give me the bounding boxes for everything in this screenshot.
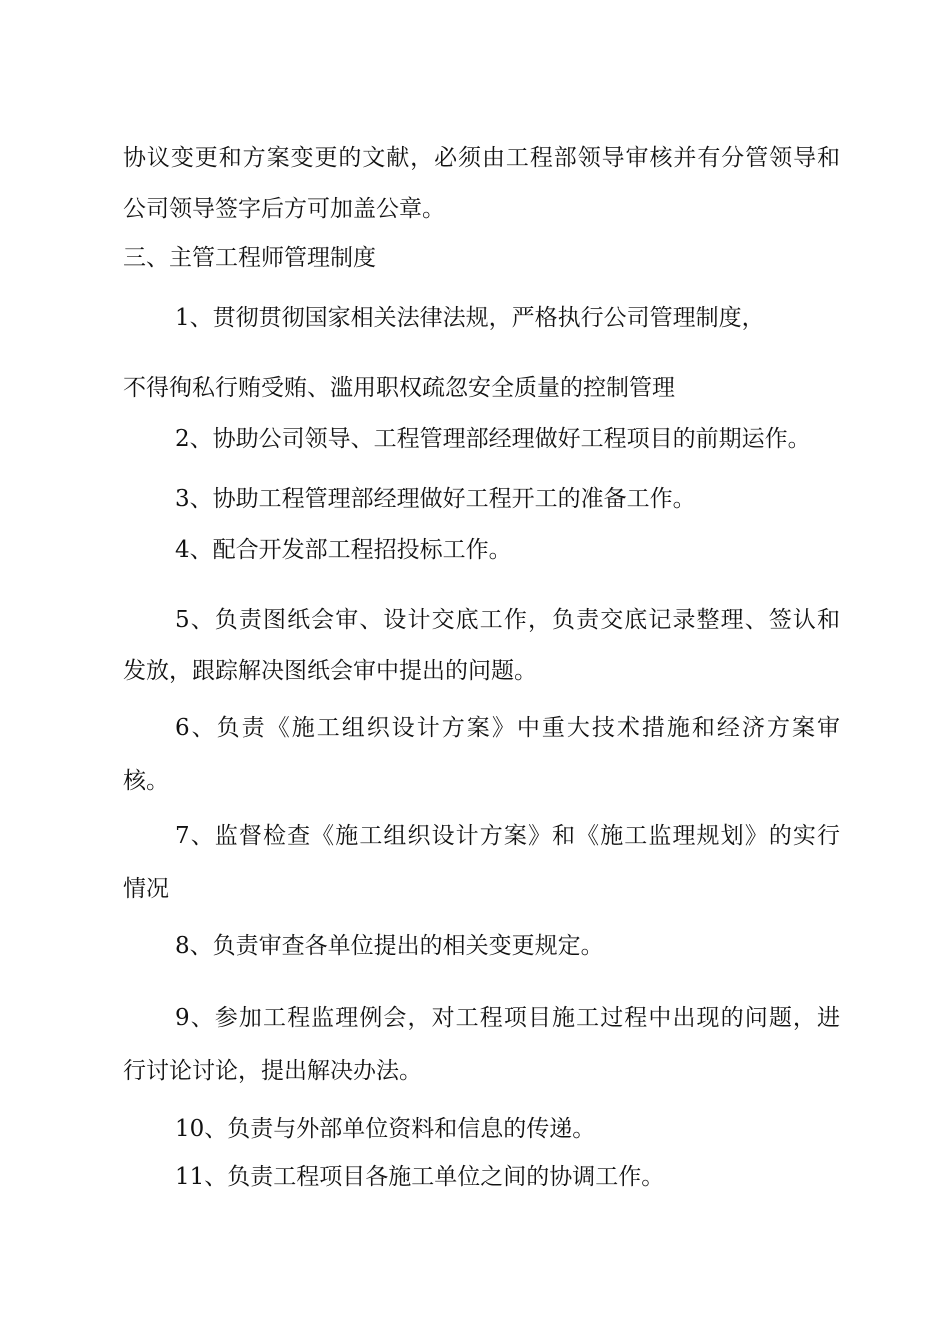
list-item-4: 4、配合开发部工程招投标工作。 [175,537,512,563]
list-item-6: 6、负责《施工组织设计方案》中重大技术措施和经济方案审 [175,715,840,741]
list-item-11: 11、负责工程项目各施工单位之间的协调工作。 [175,1164,665,1190]
list-item-5-continued: 发放，跟踪解决图纸会审中提出的问题。 [123,658,537,684]
list-item-7: 7、监督检查《施工组织设计方案》和《施工监理规划》的实行 [175,823,840,849]
list-item-7-continued: 情况 [123,876,169,902]
list-item-1-continued: 不得徇私行贿受贿、滥用职权疏忽安全质量的控制管理 [123,375,675,401]
list-item-3: 3、协助工程管理部经理做好工程开工的准备工作。 [175,486,696,512]
list-item-5: 5、负责图纸会审、设计交底工作，负责交底记录整理、签认和 [175,607,840,633]
list-item-9-continued: 行讨论讨论，提出解决办法。 [123,1058,422,1084]
list-item-1: 1、贯彻贯彻国家相关法律法规，严格执行公司管理制度， [175,305,765,331]
section-heading: 三、主管工程师管理制度 [123,245,376,271]
list-item-2: 2、协助公司领导、工程管理部经理做好工程项目的前期运作。 [175,426,811,452]
list-item-9: 9、参加工程监理例会，对工程项目施工过程中出现的问题，进 [175,1005,840,1031]
list-item-6-continued: 核。 [123,768,169,794]
paragraph-line: 公司领导签字后方可加盖公章。 [123,196,445,222]
list-item-10: 10、负责与外部单位资料和信息的传递。 [175,1116,596,1142]
paragraph-line: 协议变更和方案变更的文献，必须由工程部领导审核并有分管领导和 [123,145,840,171]
list-item-8: 8、负责审查各单位提出的相关变更规定。 [175,933,604,959]
